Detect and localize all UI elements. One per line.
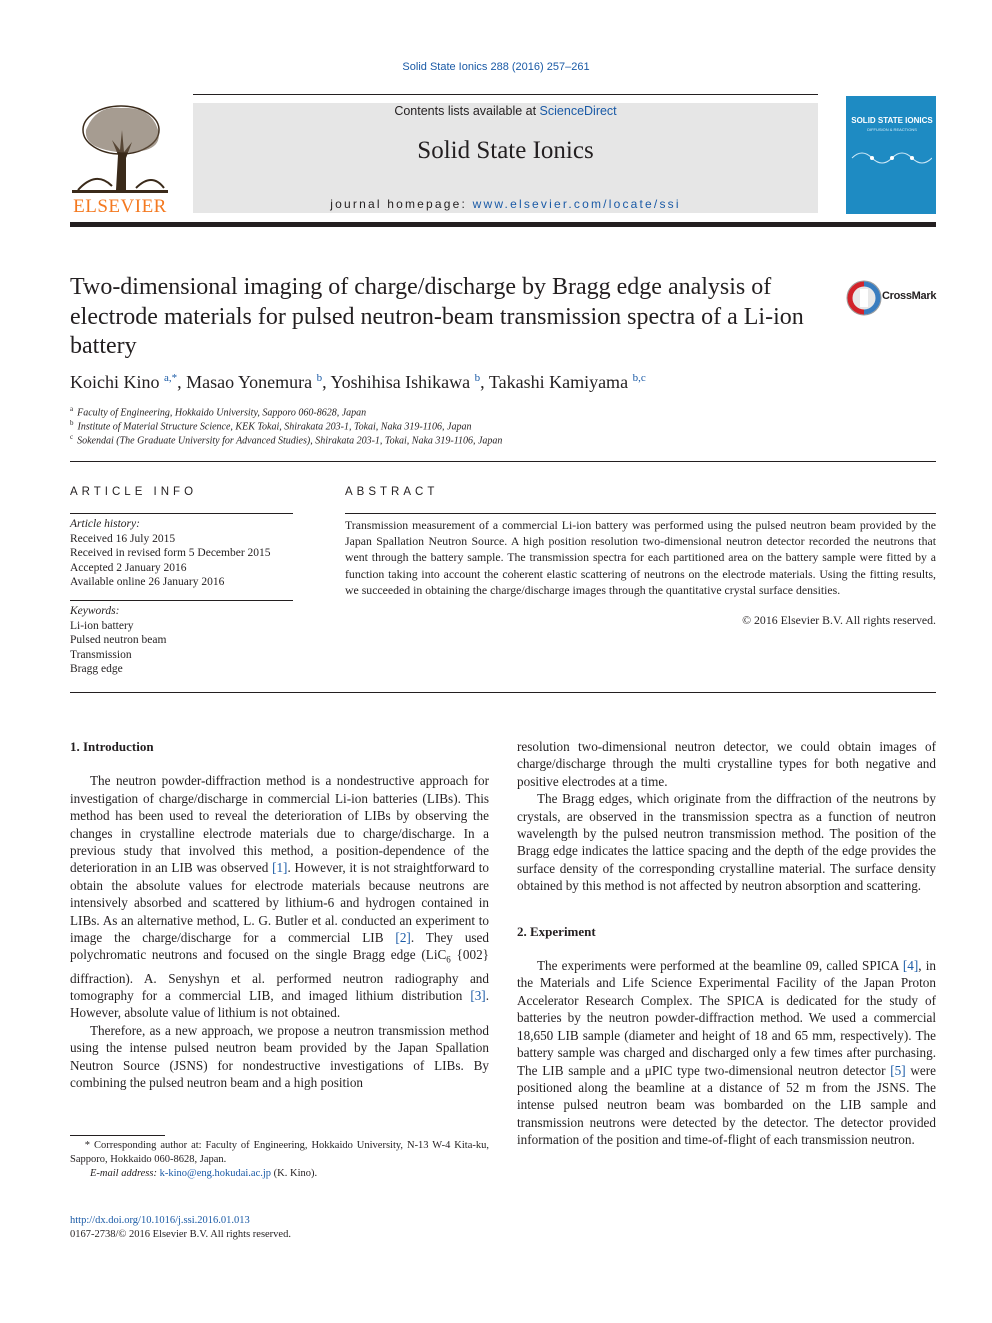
intro-p1-text-b: . However, it is not straightforward to obtain the absolute values for electrode materials because neutrons are intensively absorbed and scattered by lithium-6 and hydrogen contained in LIBs. As an alternative method, L. G. Butler et al. conducted an experiment to image the charge/discharge for a commercial LIB [70, 860, 489, 946]
elsevier-wordmark: ELSEVIER [73, 196, 167, 217]
author-name[interactable]: Takashi Kamiyama [488, 372, 629, 392]
affiliation-c [70, 433, 502, 446]
homepage-link[interactable]: www.elsevier.com/locate/ssi [472, 197, 681, 211]
history-item: Received in revised form 5 December 2015 [70, 547, 271, 559]
author-name[interactable]: Koichi Kino [70, 372, 160, 392]
sciencedirect-link[interactable]: ScienceDirect [539, 104, 617, 118]
abstract-divider [70, 692, 936, 693]
keyword-item: Pulsed neutron beam [70, 634, 167, 646]
journal-title: Solid State Ionics [417, 137, 594, 164]
experiment-heading: 2. Experiment [517, 923, 596, 939]
doi-link[interactable] [70, 1214, 250, 1228]
abstract-copyright: © 2016 Elsevier B.V. All rights reserved. [742, 613, 936, 627]
affiliation-text: Sokendai (The Graduate University for Advanced Studies), Shirakata 203-1, Tokai, Naka 319-1106, Japan [77, 435, 503, 447]
author-affil-mark[interactable]: b,c [632, 372, 646, 384]
author-name[interactable]: Yoshihisa Ishikawa [330, 372, 471, 392]
col2-paragraph-1: resolution two-dimensional neutron detector, we could obtain images of charge/discharge through the multi crystalline types for both negative and positive electrodes at a time. [517, 739, 936, 789]
intro-p1-text-a: The neutron powder-diffraction method is a nondestructive approach for investigation of charge/discharge in commercial Li-ion batteries (LIBs). This method has been used to reveal the deterioration of LIBs by observing the changes in crystalline electrode materials due to charge/discharge. In a previous study that involved this method, a position-dependence of the deterioration in an LIB was observed [70, 773, 489, 876]
intro-p1-text-c: . They used polychromatic neutrons and focused on the single Bragg edge (LiC [70, 930, 490, 963]
history-item: Received 16 July 2015 [70, 532, 176, 545]
issn-line: 0167-2738/© 2016 Elsevier B.V. All rights reserved. [70, 1229, 291, 1240]
abstract-rule [345, 513, 936, 514]
cover-title: SOLID STATE IONICS [851, 116, 933, 125]
exp-p1-text-b: , in the Materials and Life Science Experimental Facility of the Japan Proton Accelerator Research Complex. The SPICA is dedicated for the study of batteries by the neutron powder-diffraction method. We used a commercial 18,650 LIB sample (diameter and height of 18 and 65 mm, respectively). The battery sample was charged and discharged only a few times after purchasing. The LIB sample and a μPIC type two-dimensional neutron detector [517, 958, 936, 1078]
author-list [70, 372, 646, 393]
affiliation-mark: b [70, 419, 74, 427]
exp-p1-text-c: were positioned along the beamline at a distance of 52 m from the JSNS. The intense pulsed neutron beam was bombarded on the LIB sample and transmission neutrons were detected by the detector. The detector provided information of the position and time-of-flight of each transmission neutron. [517, 1062, 936, 1148]
citation-link-5[interactable]: [5] [890, 1062, 906, 1078]
keyword-item: Li-ion battery [70, 619, 134, 632]
keyword-item: Bragg edge [70, 663, 123, 675]
email-label: E-mail address: [90, 1168, 160, 1179]
crossmark-label: CrossMark [882, 290, 937, 302]
article-info-heading: ARTICLE INFO [70, 486, 198, 498]
article-history-label: Article history: [70, 518, 140, 530]
citation-link-4[interactable]: [4] [902, 958, 919, 974]
homepage-prefix: journal homepage: [330, 197, 473, 211]
intro-paragraph-1 [70, 772, 489, 1021]
abstract-heading: ABSTRACT [345, 486, 439, 498]
article-info-rule [70, 513, 293, 514]
email-footnote [90, 1167, 317, 1181]
intro-paragraph-2: Therefore, as a new approach, we propose a neutron transmission method using the intense pulsed neutron beam provided by the Japan Spallation Neutron Source (JSNS) for nondestructive investigations of LIBs. By combining the pulsed neutron beam and a high position [70, 1022, 489, 1090]
author-separator: , [177, 372, 187, 392]
abstract-text: Transmission measurement of a commercial Li-ion battery was performed using the pulsed neutron beam provided by the Japan Spallation Neutron Source. A high position resolution two-dimensional neutron detector recorded the neutrons that went through the battery sample. The transmission spectra for each partitioned area on the battery sample were fitted by a function taking into account the coherent elastic scattering of neutrons on the electrode materials. Using the fitting results, we succeeded in obtaining the charge/discharge images through the quantitative crystal surface densities. [345, 518, 936, 597]
author-affil-mark[interactable]: b [474, 372, 481, 384]
exp-p1-text-a: The experiments were performed at the beamline 09, called SPICA [537, 958, 903, 974]
intro-p1-text-d: {002} diffraction). A. Senyshyn et al. performed neutron radiography and tomography for a commercial LIB, and imaged lithium distribution [70, 947, 489, 1003]
keywords-rule [70, 600, 293, 601]
top-rule [193, 94, 818, 95]
citation-link-2[interactable]: [2] [395, 930, 411, 946]
affiliation-a [70, 405, 366, 418]
cover-wave-icon [850, 148, 932, 168]
right-column [517, 738, 936, 1149]
affiliation-b [70, 419, 471, 432]
subscript: 6 [446, 955, 451, 966]
author-affil-mark[interactable]: b [316, 372, 323, 384]
email-suffix: (K. Kino). [271, 1168, 318, 1179]
author-separator: , [480, 372, 489, 392]
crossmark-icon[interactable] [846, 280, 882, 316]
citation-link-3[interactable]: [3] [470, 987, 486, 1003]
author-name[interactable]: Masao Yonemura [186, 372, 313, 392]
cover-subtitle: DIFFUSION & REACTIONS [867, 127, 917, 132]
article-history [70, 517, 300, 590]
history-item: Available online 26 January 2016 [70, 576, 225, 588]
affiliation-mark: a [70, 405, 74, 413]
col2-paragraph-2: The Bragg edges, which originate from the diffraction of the neutrons by crystals, are observed in the transmission spectra as a function of neutron wavelength by the pulsed neutron transmission method. The position of the Bragg edge indicates the lattice spacing and the depth of the edge provides the surface density of the corresponding crystalline material. The surface density obtained by this method is not affected by neutron absorption and scattering. [517, 791, 936, 894]
intro-heading: 1. Introduction [70, 739, 154, 754]
corresponding-footnote [70, 1139, 489, 1168]
experiment-paragraph-1 [517, 957, 936, 1148]
history-item: Accepted 2 January 2016 [70, 561, 187, 574]
article-title: Two-dimensional imaging of charge/discharge by Bragg edge analysis of electrode materials for pulsed neutron-beam transmission spectra of a Li-ion battery [70, 274, 804, 359]
footnote-rule [70, 1135, 165, 1136]
contents-line [193, 104, 818, 118]
keywords-block [70, 604, 300, 677]
keywords-label: Keywords: [70, 605, 120, 617]
footnote-star: * [84, 1140, 90, 1151]
header-divider [70, 461, 936, 462]
contents-prefix: Contents lists available at [394, 104, 540, 118]
affiliation-text: Faculty of Engineering, Hokkaido University, Sapporo 060-8628, Japan [77, 407, 367, 419]
email-link[interactable]: k-kino@eng.hokudai.ac.jp [159, 1168, 272, 1179]
author-affil-mark[interactable]: a,* [164, 372, 178, 384]
affiliation-text: Institute of Material Structure Science, KEK Tokai, Shirakata 203-1, Tokai, Naka 319-1106, Japan [77, 421, 472, 433]
keyword-item: Transmission [70, 648, 132, 661]
affiliation-mark: c [70, 433, 74, 441]
homepage-line [193, 197, 818, 211]
author-separator: , [322, 372, 331, 392]
masthead-thick-rule [70, 222, 936, 227]
journal-reference-link[interactable]: Solid State Ionics 288 (2016) 257–261 [402, 61, 590, 73]
citation-link-1[interactable]: [1] [272, 860, 288, 876]
corresponding-author-text: Corresponding author at: Faculty of Engineering, Hokkaido University, N-13 W-4 Kita-ku, Sapporo, Hokkaido 060-8628, Japan. [70, 1140, 489, 1166]
intro-p1-text-e: . However, absolute value of lithium is not obtained. [70, 987, 489, 1021]
left-column [70, 738, 489, 1091]
doi-text[interactable]: http://dx.doi.org/10.1016/j.ssi.2016.01.013 [70, 1215, 250, 1226]
